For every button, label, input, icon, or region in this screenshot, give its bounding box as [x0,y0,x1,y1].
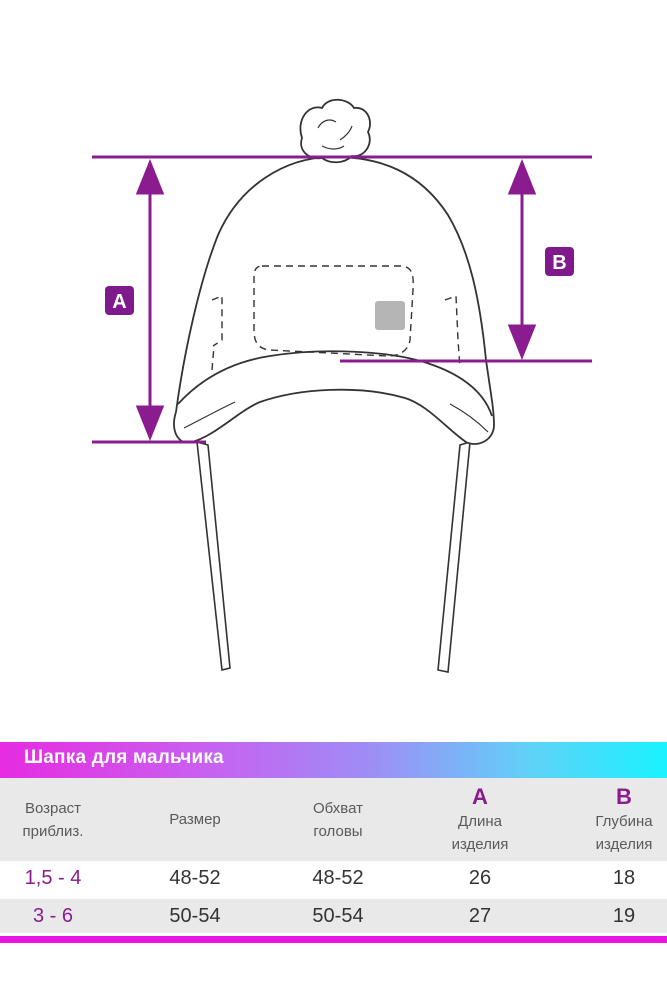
pompom [300,100,370,163]
cell-length: 26 [468,867,492,889]
cell-size: 50-54 [169,905,221,927]
header-size-label: Размер [169,811,221,828]
table-row [0,899,667,933]
hat-ties [197,442,470,672]
header-depth-letter: B [616,784,632,809]
header-depth-line1: Глубина [595,813,653,830]
svg-text:B: B [552,252,567,274]
dimension-label-a [105,286,134,315]
table-bottom-border [0,936,667,943]
table-title: Шапка для мальчика [24,747,224,768]
header-depth [572,784,667,856]
header-age [0,797,106,843]
cell-girth: 50-54 [312,905,364,927]
header-depth-line2: изделия [595,836,653,853]
cell-age: 3 - 6 [32,905,74,927]
cell-age: 1,5 - 4 [24,867,82,889]
cell-size: 48-52 [169,867,221,889]
header-length-letter: A [472,784,488,809]
table-header-row [0,778,667,861]
header-age-line2: приблиз. [22,823,84,840]
dimension-label-b [545,247,574,276]
svg-text:A: A [112,291,127,313]
hat-label-patch [375,301,405,330]
header-length-line1: Длина [458,813,502,830]
cell-length: 27 [468,905,492,927]
table-row [0,861,667,895]
header-length-line2: изделия [451,836,509,853]
header-girth-line2: головы [313,823,363,840]
header-length [428,784,532,856]
header-age-line1: Возраст [24,800,82,817]
header-size [143,808,247,831]
cell-depth: 19 [612,905,636,927]
table-title-bar [0,742,667,778]
header-girth [286,797,390,843]
cell-depth: 18 [612,867,636,889]
header-girth-line1: Обхват [313,800,363,817]
cell-girth: 48-52 [312,867,364,889]
